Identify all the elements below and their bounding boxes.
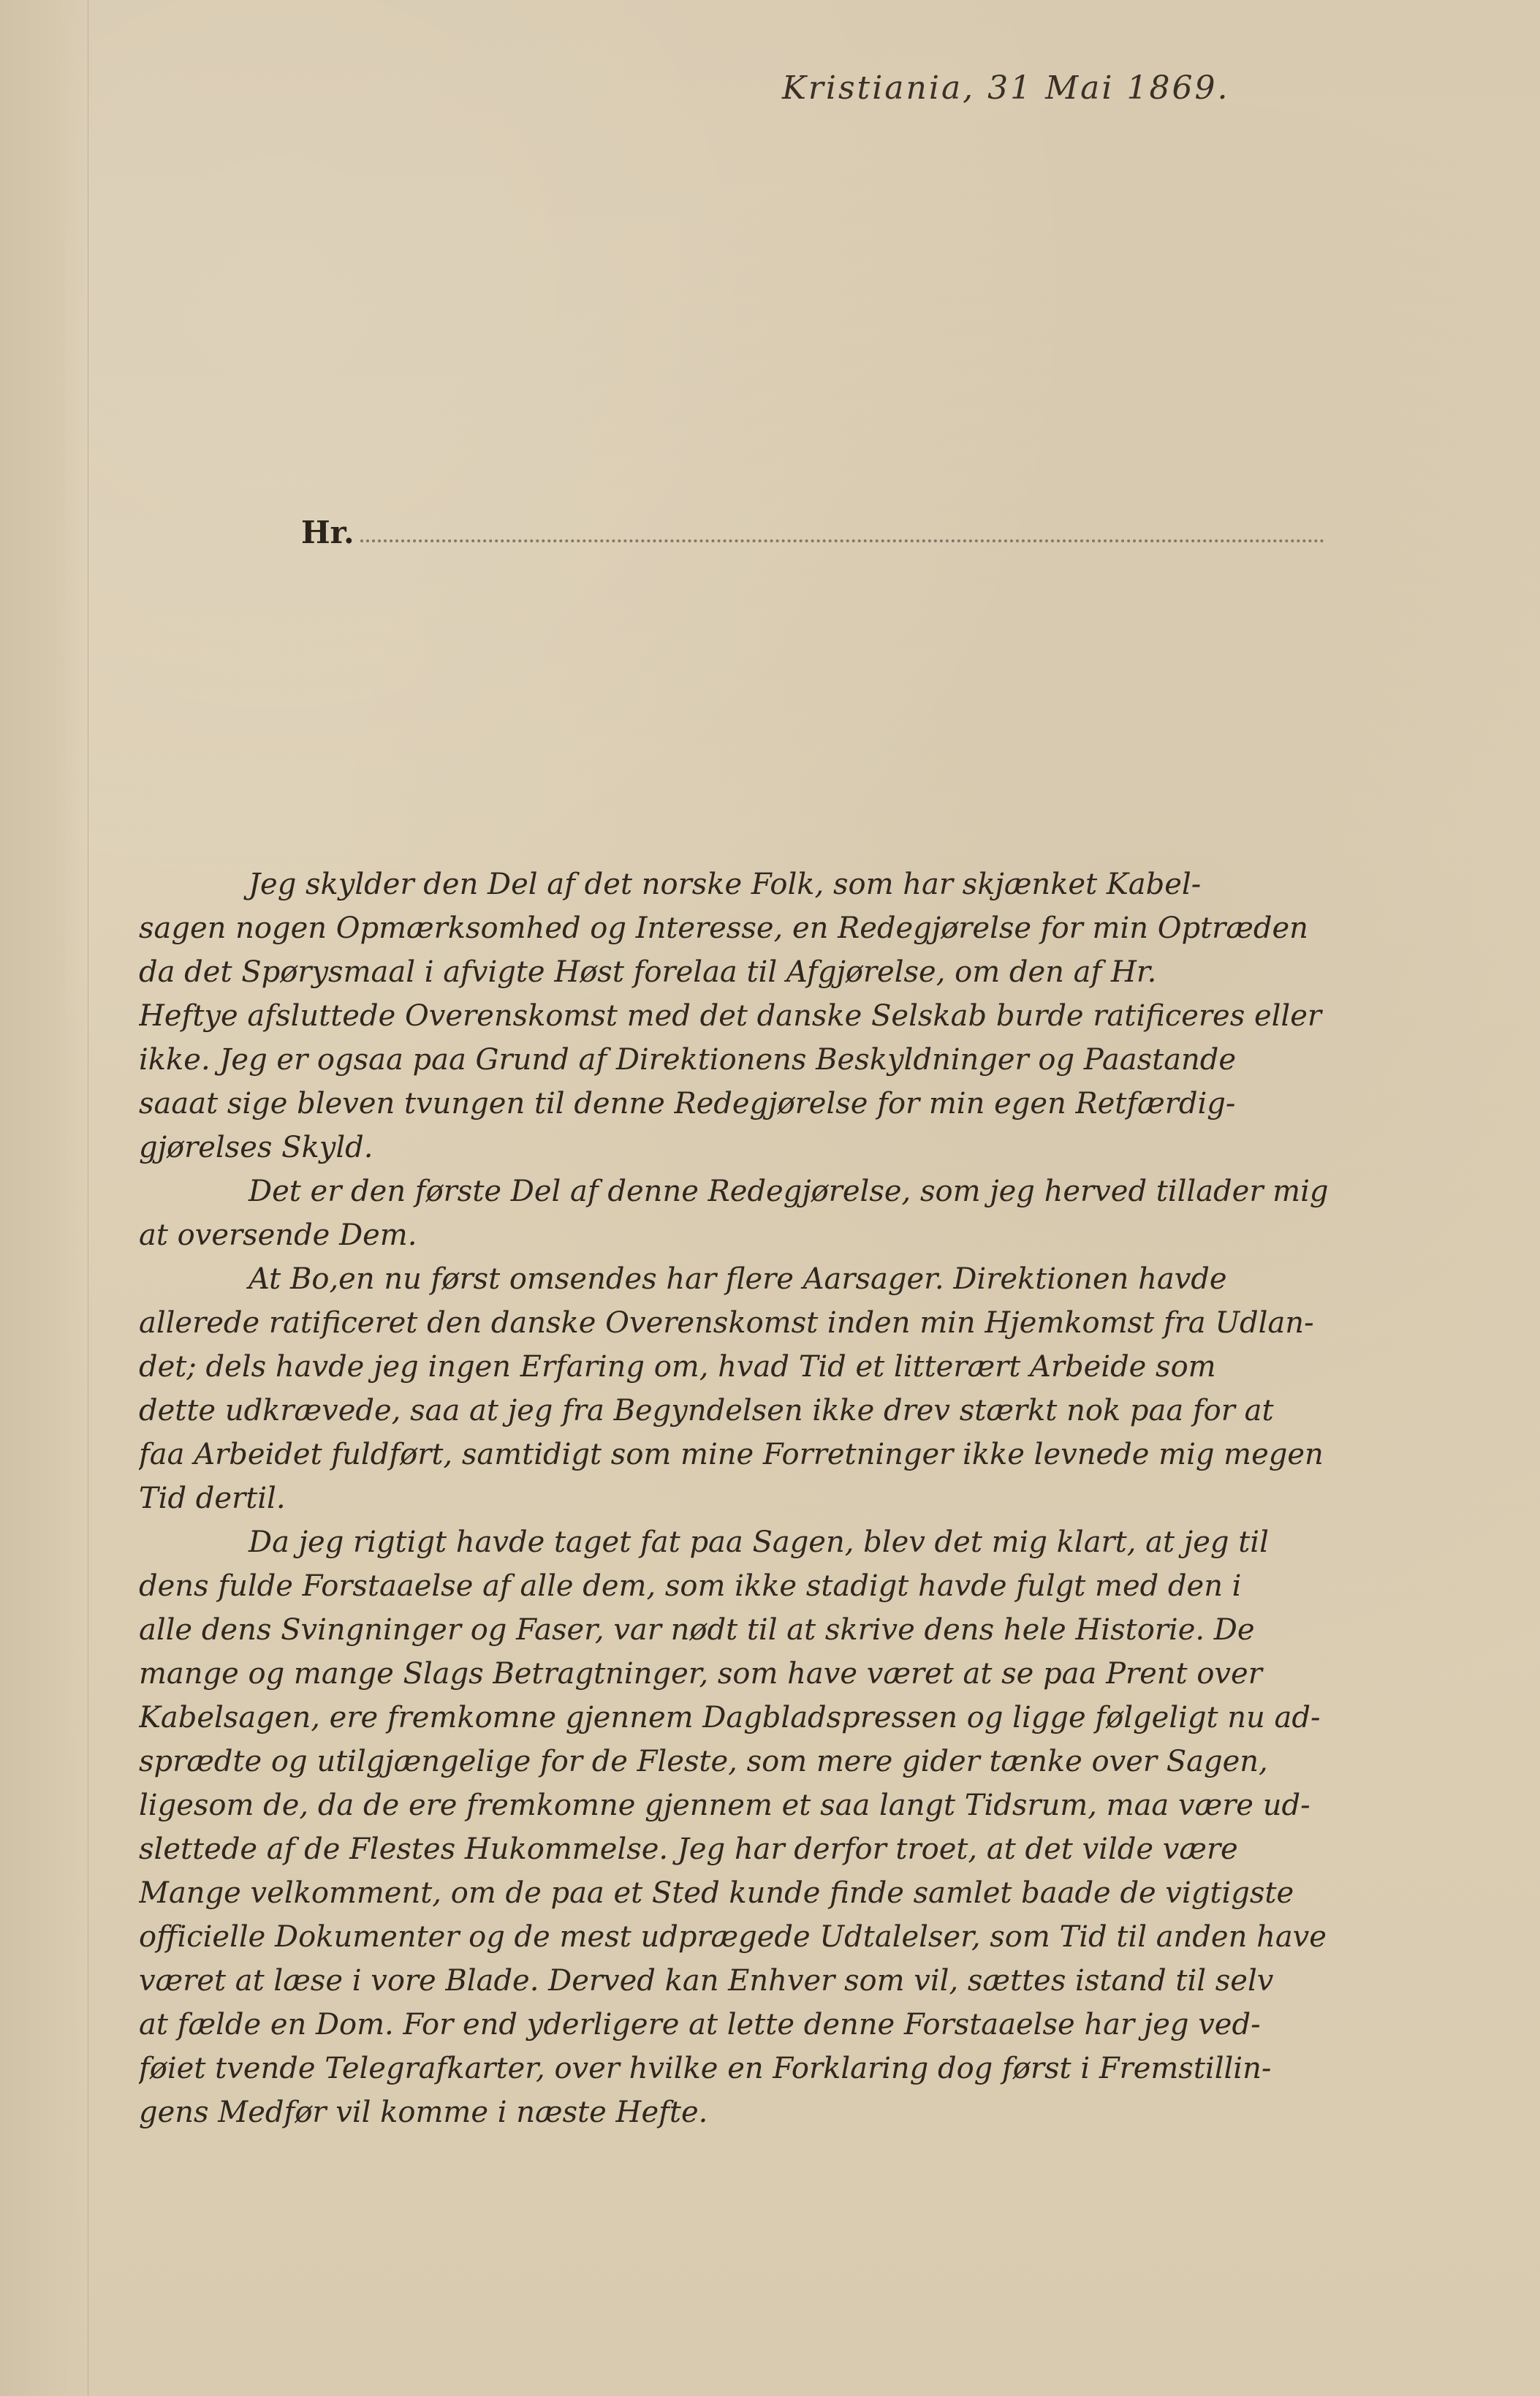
paragraph-4 <box>139 1520 1330 2134</box>
paragraph-line: mange og mange Slags Betragtninger, som have været at se paa Prent over <box>139 1657 1262 1691</box>
paragraph-line: dens fulde Forstaaelse af alle dem, som ikke stadigt havde fulgt med den i <box>139 1569 1242 1603</box>
paragraph-line: faa Arbeidet fuldført, samtidigt som mine Forretninger ikke levnede mig megen <box>139 1438 1324 1471</box>
paragraph-line: Heftye afsluttede Overenskomst med det danske Selskab burde ratificeres eller <box>139 999 1321 1033</box>
paragraph-line: gjørelses Skyld. <box>139 1131 373 1164</box>
document-date: Kristiania, 31 Mai 1869. <box>782 69 1230 107</box>
paragraph-line: ikke. Jeg er ogsaa paa Grund af Direktionens Beskyldninger og Paastande <box>139 1043 1237 1077</box>
paragraph-line: været at læse i vore Blade. Derved kan Enhver som vil, sættes istand til selv <box>139 1964 1274 1998</box>
paragraph-line: allerede ratificeret den danske Overenskomst inden min Hjemkomst fra Udlan- <box>139 1306 1314 1340</box>
paragraph-line: føiet tvende Telegrafkarter, over hvilke en Forklaring dog først i Fremstillin- <box>139 2052 1272 2085</box>
paragraph-line: da det Spørysmaal i afvigte Høst forelaa til Afgjørelse, om den af Hr. <box>139 955 1157 989</box>
paragraph-line: Det er den første Del af denne Redegjørelse, som jeg herved tillader mig <box>249 1175 1329 1208</box>
paragraph-line: officielle Dokumenter og de mest udprægede Udtalelser, som Tid til anden have <box>139 1920 1327 1954</box>
letter-body <box>139 863 1330 2134</box>
paragraph-line: saaat sige bleven tvungen til denne Redegjørelse for min egen Retfærdig- <box>139 1087 1236 1121</box>
paragraph-line: Da jeg rigtigt havde taget fat paa Sagen, blev det mig klart, at jeg til <box>249 1525 1269 1559</box>
paragraph-line: at oversende Dem. <box>139 1218 417 1252</box>
paragraph-line: Tid dertil. <box>139 1482 286 1515</box>
paragraph-line: Jeg skylder den Del af det norske Folk, som har skjænket Kabel- <box>249 868 1202 901</box>
paragraph-line: gens Medfør vil komme i næste Hefte. <box>139 2096 708 2129</box>
paragraph-line: sagen nogen Opmærksomhed og Interesse, en Redegjørelse for min Optræden <box>139 911 1308 945</box>
paragraph-1 <box>139 863 1330 1169</box>
paragraph-2 <box>139 1169 1330 1257</box>
recipient-dots <box>360 539 1324 542</box>
paragraph-line: det; dels havde jeg ingen Erfaring om, hvad Tid et litterært Arbeide som <box>139 1350 1216 1384</box>
paragraph-line: alle dens Svingninger og Faser, var nødt til at skrive dens hele Historie. De <box>139 1613 1255 1647</box>
paragraph-line: At Bo,en nu først omsendes har flere Aarsager. Direktionen havde <box>249 1262 1227 1296</box>
paragraph-3 <box>139 1257 1330 1520</box>
page-margin-strip <box>0 0 88 2396</box>
recipient-label: Hr. <box>301 515 354 550</box>
recipient-line <box>301 504 1324 548</box>
paragraph-line: Kabelsagen, ere fremkomne gjennem Dagbladspressen og ligge følgeligt nu ad- <box>139 1701 1321 1735</box>
paragraph-line: slettede af de Flestes Hukommelse. Jeg har derfor troet, at det vilde være <box>139 1832 1238 1866</box>
paragraph-line: sprædte og utilgjængelige for de Fleste, som mere gider tænke over Sagen, <box>139 1745 1268 1778</box>
paragraph-line: Mange velkomment, om de paa et Sted kunde finde samlet baade de vigtigste <box>139 1876 1294 1910</box>
paragraph-line: dette udkrævede, saa at jeg fra Begyndelsen ikke drev stærkt nok paa for at <box>139 1394 1274 1428</box>
paragraph-line: ligesom de, da de ere fremkomne gjennem et saa langt Tidsrum, maa være ud- <box>139 1789 1310 1822</box>
paragraph-line: at fælde en Dom. For end yderligere at lette denne Forstaaelse har jeg ved- <box>139 2008 1261 2041</box>
